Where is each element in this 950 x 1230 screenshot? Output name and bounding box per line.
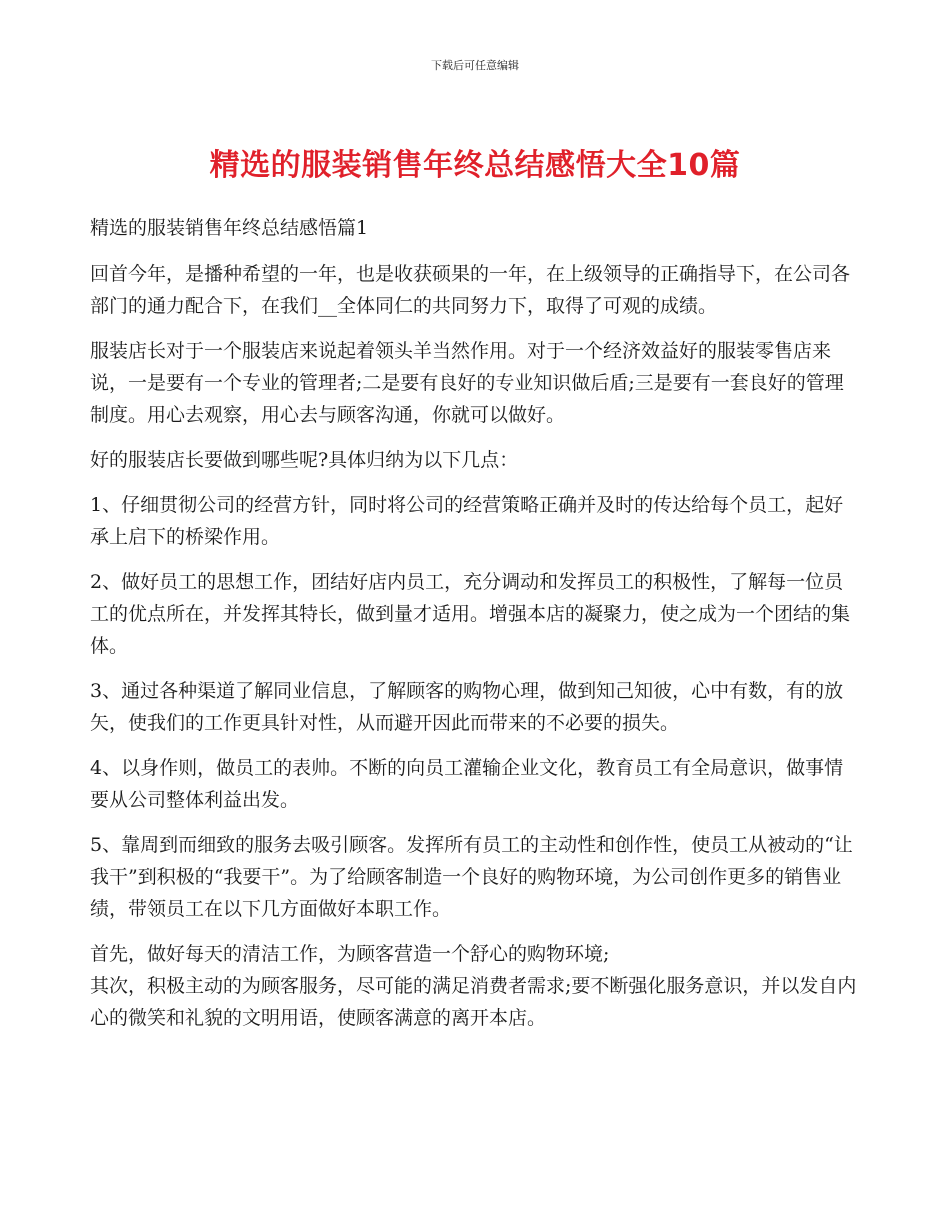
paragraph-manager-role: 服装店长对于一个服装店来说起着领头羊当然作用。对于一个经济效益好的服装零售店来说，一是要有一个专业的管理者;二是要有良好的专业知识做后盾;三是要有一套良好的管理制度。用心去观察，用心去与顾客沟通，你就可以做好。 — [90, 340, 844, 426]
page-title: 精选的服装销售年终总结感悟大全10篇 — [209, 148, 741, 183]
header-note: 下载后可任意编辑 — [431, 59, 519, 72]
paragraph-point-2: 2、做好员工的思想工作，团结好店内员工，充分调动和发挥员工的积极性，了解每一位员工的优点所在，并发挥其特长，做到量才适用。增强本店的凝聚力，使之成为一个团结的集体。 — [90, 571, 851, 657]
paragraph-intro: 回首今年，是播种希望的一年，也是收获硕果的一年，在上级领导的正确指导下，在公司各部门的通力配合下，在我们__全体同仁的共同努力下，取得了可观的成绩。 — [90, 263, 851, 317]
paragraph-point-1: 1、仔细贯彻公司的经营方针，同时将公司的经营策略正确并及时的传达给每个员工，起好承上启下的桥梁作用。 — [90, 494, 844, 548]
document-body — [90, 212, 862, 1047]
paragraph-point-5: 5、靠周到而细致的服务去吸引顾客。发挥所有员工的主动性和创作性，使员工从被动的“让我干”到积极的“我要干”。为了给顾客制造一个良好的购物环境，为公司创作更多的销售业绩，带领员工在以下几方面做好本职工作。 — [90, 834, 853, 920]
paragraph-points-lead: 好的服装店长要做到哪些呢?具体归纳为以下几点： — [90, 449, 519, 471]
paragraph-first: 首先，做好每天的清洁工作，为顾客营造一个舒心的购物环境; — [90, 943, 610, 965]
paragraph-point-3: 3、通过各种渠道了解同业信息，了解顾客的购物心理，做到知己知彼，心中有数，有的放矢，使我们的工作更具针对性，从而避开因此而带来的不必要的损失。 — [90, 680, 844, 734]
paragraph-point-4: 4、以身作则，做员工的表帅。不断的向员工灌输企业文化，教育员工有全局意识，做事情要从公司整体利益出发。 — [90, 757, 844, 811]
paragraph-second: 其次，积极主动的为顾客服务，尽可能的满足消费者需求;要不断强化服务意识，并以发自内心的微笑和礼貌的文明用语，使顾客满意的离开本店。 — [90, 975, 857, 1029]
section-heading: 精选的服装销售年终总结感悟篇1 — [90, 217, 369, 239]
